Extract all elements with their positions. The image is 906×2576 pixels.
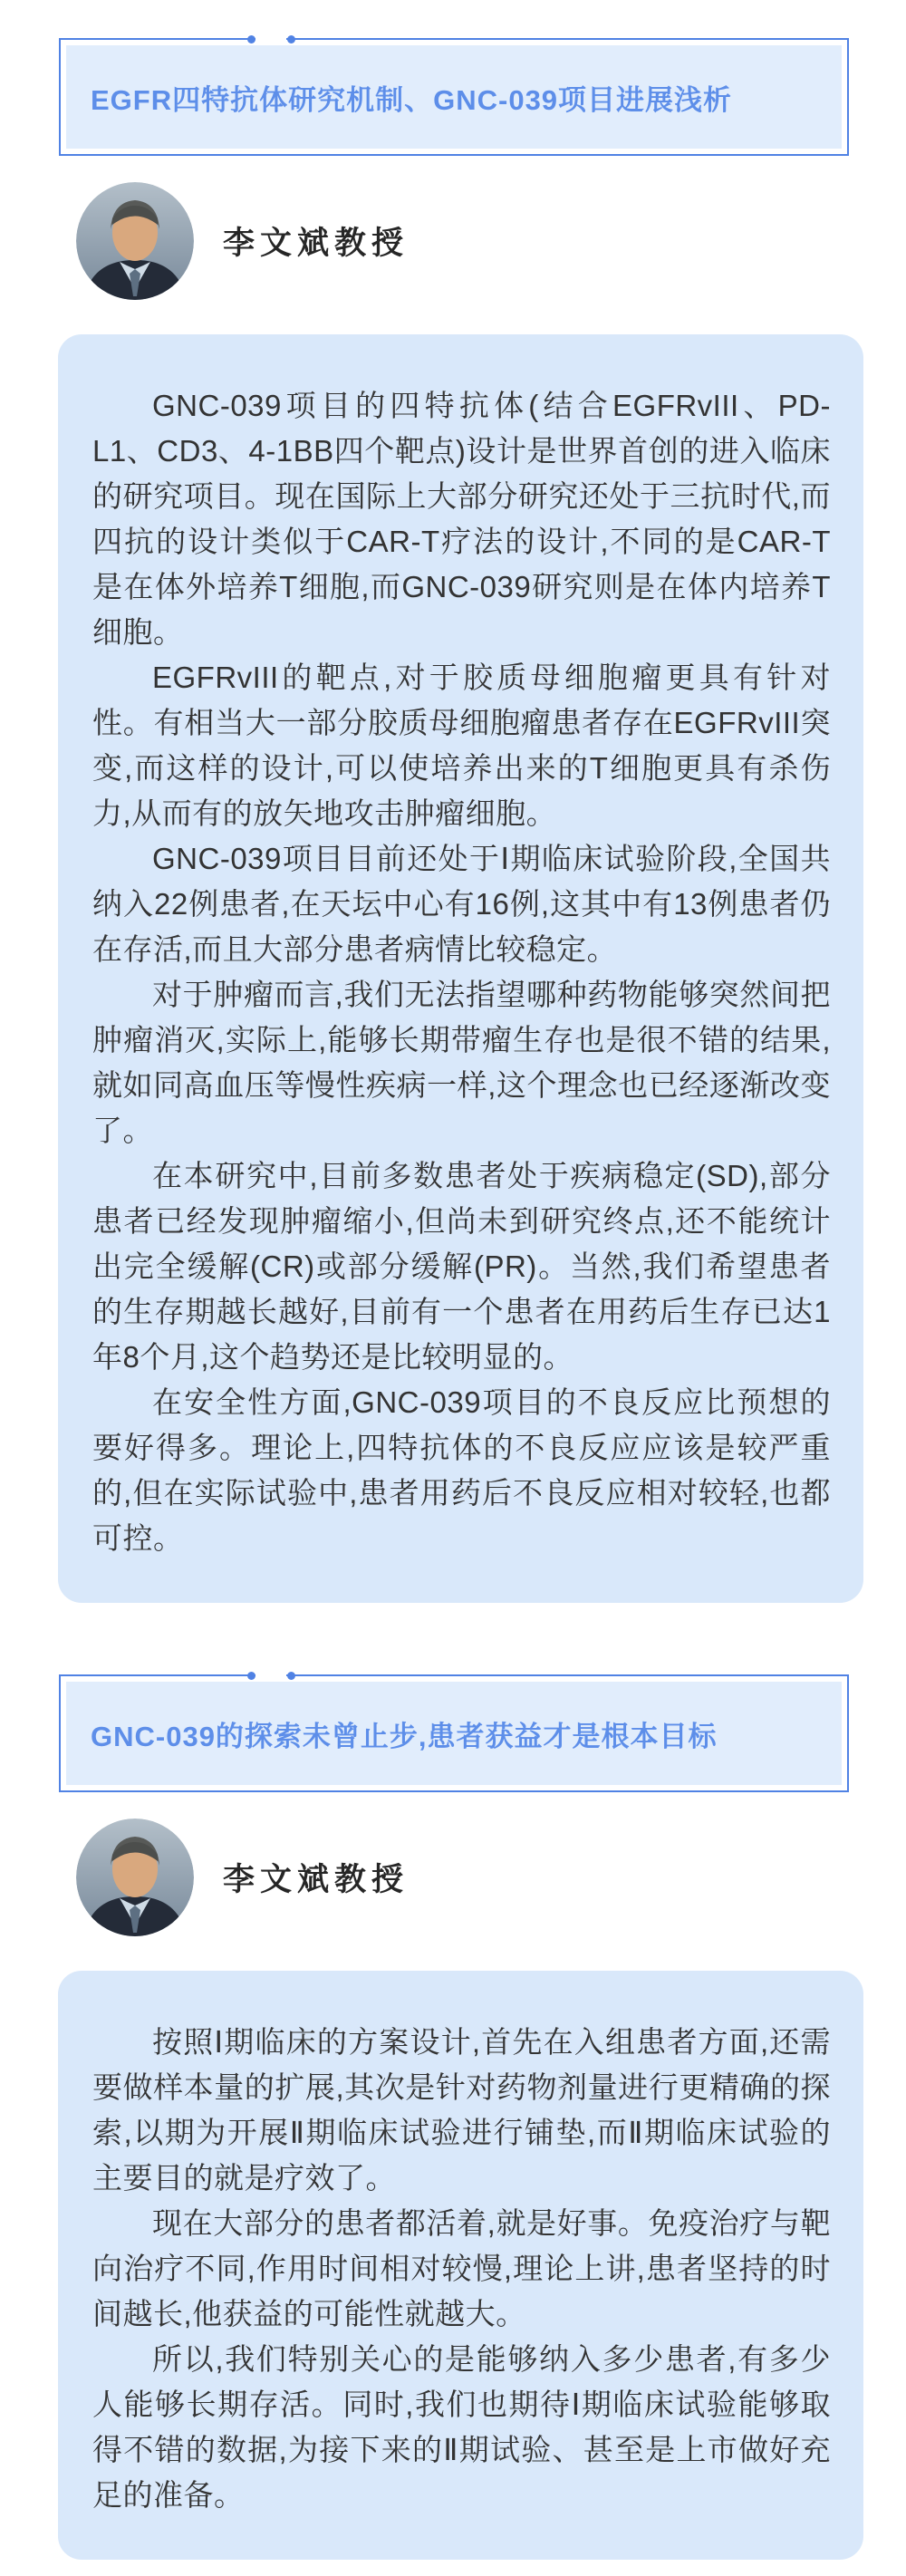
banner-dot-icon: [287, 1672, 295, 1680]
author-row: [76, 1819, 906, 1936]
paragraph: 对于肿瘤而言,我们无法指望哪种药物能够突然间把肿瘤消灭,实际上,能够长期带瘤生存也是很不错的结果,就如同高血压等慢性疾病一样,这个理念也已经逐渐改变了。: [92, 978, 831, 1147]
paragraph: GNC-039项目的四特抗体(结合EGFRvIII、PD-L1、CD3、4-1BB四个靶点)设计是世界首创的进入临床的研究项目。现在国际上大部分研究还处于三抗时代,而四抗的设计类似于CAR-T疗法的设计,不同的是CAR-T是在体外培养T细胞,而GNC-039研究则是在体内培养T细胞。: [92, 389, 831, 649]
banner-line-gap: [255, 1674, 286, 1676]
author-name: 李文斌教授: [223, 226, 410, 261]
author-name: 李文斌教授: [223, 1862, 410, 1897]
section-1-banner: [59, 38, 849, 156]
article-section-1: [0, 38, 906, 1603]
paragraph: 所以,我们特别关心的是能够纳入多少患者,有多少人能够长期存活。同时,我们也期待Ⅰ期临床试验能够取得不错的数据,为接下来的Ⅱ期试验、甚至是上市做好充足的准备。: [92, 2342, 831, 2512]
paragraph: 在安全性方面,GNC-039项目的不良反应比预想的要好得多。理论上,四特抗体的不良反应应该是较严重的,但在实际试验中,患者用药后不良反应相对较轻,也都可控。: [92, 1385, 831, 1555]
author-row: [76, 182, 906, 300]
article-page: [0, 38, 906, 2576]
section-1-text-card: [58, 334, 863, 1603]
paragraph: 在本研究中,目前多数患者处于疾病稳定(SD),部分患者已经发现肿瘤缩小,但尚未到研究终点,还不能统计出完全缓解(CR)或部分缓解(PR)。当然,我们希望患者的生存期越长越好,目前有一个患者在用药后生存已达1年8个月,这个趋势还是比较明显的。: [92, 1159, 831, 1374]
professor-avatar: [76, 1819, 194, 1936]
paragraph: GNC-039项目目前还处于Ⅰ期临床试验阶段,全国共纳入22例患者,在天坛中心有16例,这其中有13例患者仍在存活,而且大部分患者病情比较稳定。: [92, 842, 831, 966]
professor-avatar: [76, 182, 194, 300]
banner-fill: [66, 45, 842, 149]
paragraph: EGFRvIII的靶点,对于胶质母细胞瘤更具有针对性。有相当大一部分胶质母细胞瘤患者存在EGFRvIII突变,而这样的设计,可以使培养出来的T细胞更具有杀伤力,从而有的放矢地攻击肿瘤细胞。: [92, 661, 831, 830]
banner-dot-icon: [247, 1672, 255, 1680]
section-1-title: EGFR四特抗体研究机制、GNC-039项目进展浅析: [91, 83, 733, 116]
section-2-banner: [59, 1674, 849, 1792]
section-2-text-card: [58, 1971, 863, 2560]
section-2-title: GNC-039的探索未曾止步,患者获益才是根本目标: [91, 1720, 718, 1752]
banner-fill: [66, 1682, 842, 1785]
banner-dot-icon: [247, 35, 255, 43]
paragraph: 按照Ⅰ期临床的方案设计,首先在入组患者方面,还需要做样本量的扩展,其次是针对药物剂量进行更精确的探索,以期为开展Ⅱ期临床试验进行铺垫,而Ⅱ期临床试验的主要目的就是疗效了。: [92, 2025, 831, 2195]
banner-line-gap: [255, 38, 286, 40]
banner-dot-icon: [287, 35, 295, 43]
paragraph: 现在大部分的患者都活着,就是好事。免疫治疗与靶向治疗不同,作用时间相对较慢,理论上讲,患者坚持的时间越长,他获益的可能性就越大。: [92, 2206, 831, 2330]
article-section-2: [0, 1674, 906, 2560]
